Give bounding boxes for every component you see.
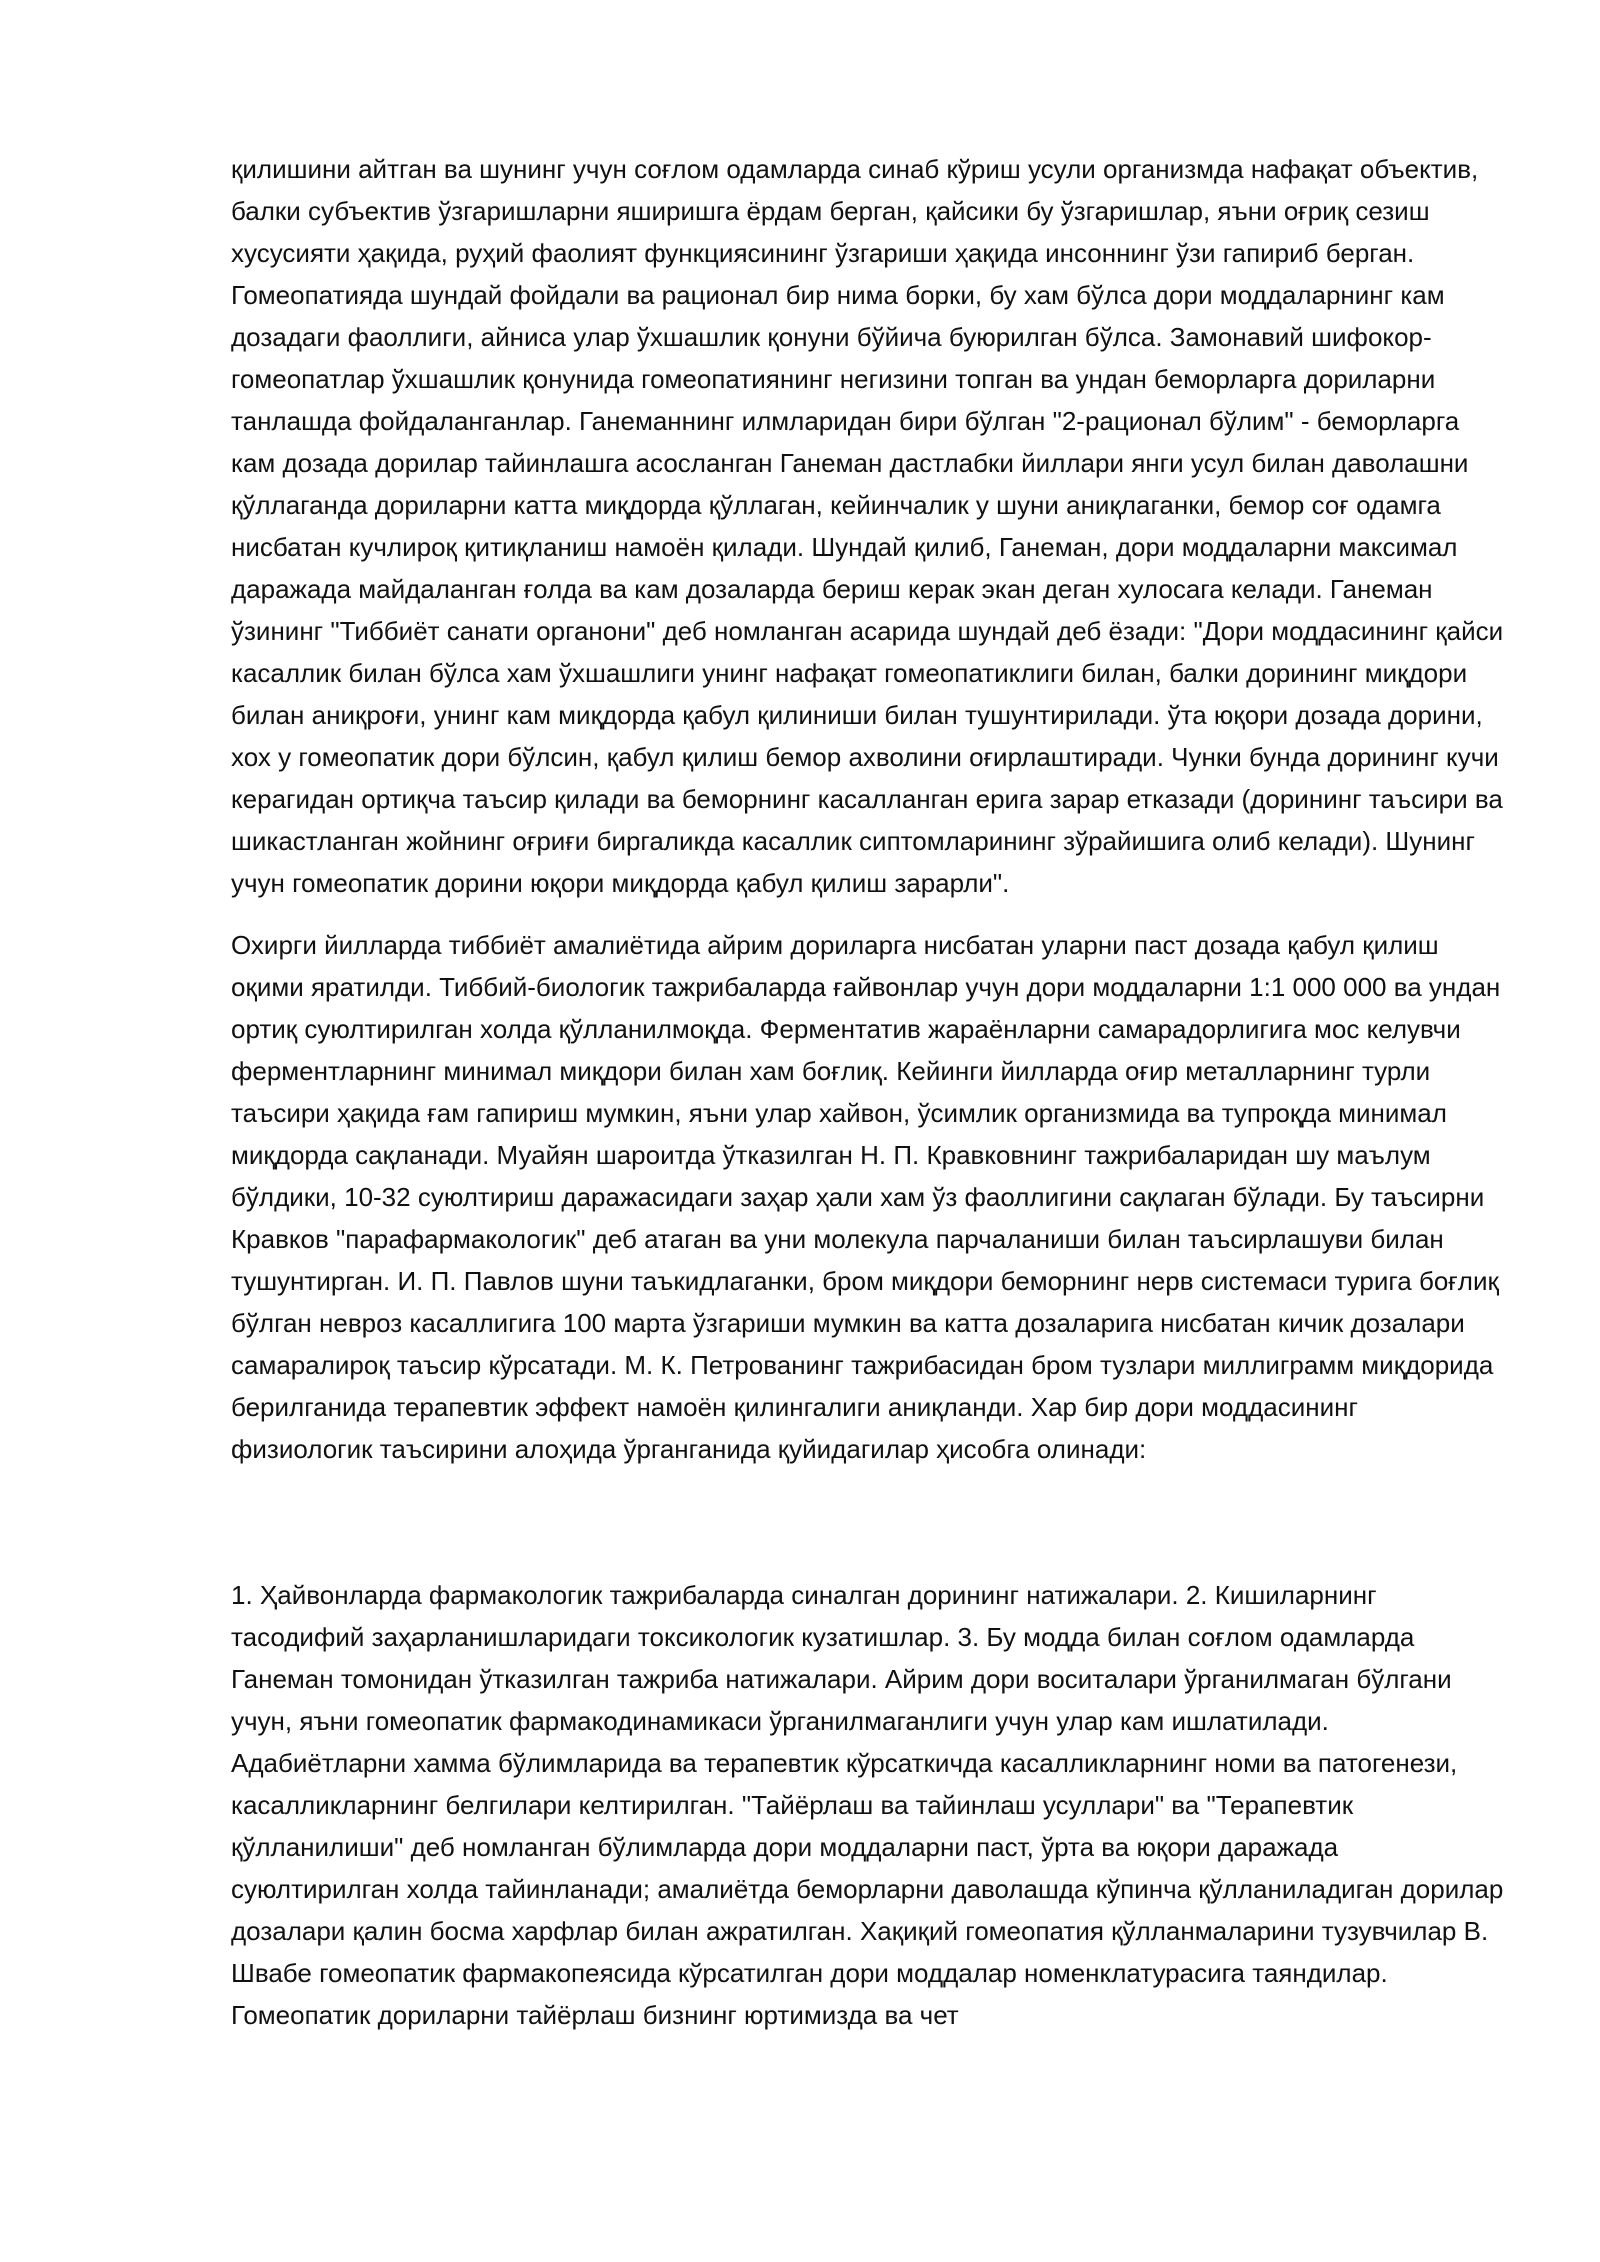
paragraph-low-dose-practice: Охирги йилларда тиббиёт амалиётида айрим дориларга нисбатан уларни паст дозада қабул қилиш оқими яратилди. Тиббий-биологик тажрибаларда ғайвонлар учун дори моддаларни 1:1 000 000 ва ундан ортиқ суюлтирилган холда қўлланилмоқда. Ферментатив жараёнларни самарадорлигига мос келувчи ферментларнинг минимал миқдори билан хам боғлиқ. Кейинги йилларда оғир металларнинг турли таъсири ҳақида ғам гапириш мумкин, яъни улар хайвон, ўсимлик организмида ва тупроқда минимал миқдорда сақланади. Муайян шароитда ўтказилган Н. П. Кравковнинг тажрибаларидан шу маълум бўлдики, 10-32 суюлтириш даражасидаги заҳар ҳали хам ўз фаоллигини сақлаган бўлади. Бу таъсирни Кравков "парафармакологик" деб атаган ва уни молекула парчаланиши билан таъсирлашуви билан тушунтирган. И. П. Павлов шуни таъкидлаганки, бром миқдори беморнинг нерв системаси турига боғлиқ бўлган невроз касаллигига 100 марта ўзгариши мумкин ва катта дозаларига нисбатан кичик дозалари самаралироқ таъсир кўрсатади. М. К. Петрованинг тажрибасидан бром тузлари миллиграмм миқдорида берилганида терапевтик эффект намоён қилингалиги аниқланди. Хар бир дори моддасининг физиологик таъсирини алоҳида ўрганганида қуйидагилар ҳисобга олинади: — [231, 930, 1501, 1464]
paragraph-homeopathy-dose: қилишини айтган ва шунинг учун соғлом одамларда синаб кўриш усули организмда нафақат объектив, балки субъектив ўзгаришларни яширишга ёрдам берган, қайсики бу ўзгаришлар, яъни оғриқ сезиш хусусияти ҳақида, руҳий фаолият функциясининг ўзгариши ҳақида инсоннинг ўзи гапириб берган. Гомеопатияда шундай фойдали ва рационал бир нима борки, бу хам бўлса дори моддаларнинг кам дозадаги фаоллиги, айниса улар ўхшашлик қонуни бўйича буюрилган бўлса. Замонавий шифокор-гомеопатлар ўхшашлик қонунида гомеопатиянинг негизини топган ва ундан беморларга дориларни танлашда фойдаланганлар. Ганеманнинг илмларидан бири бўлган "2-рационал бўлим" - беморларга кам дозада дорилар тайинлашга асосланган Ганеман дастлабки йиллари янги усул билан даволашни қўллаганда дориларни катта миқдорда қўллаган, кейинчалик у шуни аниқлаганки, бемор соғ одамга нисбатан кучлироқ қитиқланиш намоён қилади. Шундай қилиб, Ганеман, дори моддаларни максимал даражада майдаланган ғолда ва кам дозаларда бериш керак экан деган хулосага келади. Ганеман ўзининг "Тиббиёт санати органони" деб номланган асарида шундай деб ёзади: "Дори моддасининг қайси касаллик билан бўлса хам ўхшашлиги унинг нафақат гомеопатиклиги билан, балки дорининг миқдори билан аниқроғи, унинг кам миқдорда қабул қилиниши билан тушунтирилади. ўта юқори дозада дорини, хох у гомеопатик дори бўлсин, қабул қилиш бемор ахволини оғирлаштиради. Чунки бунда дорининг кучи керагидан ортиқча таъсир қилади ва беморнинг касалланган ерига зарар етказади (дорининг таъсири ва шикастланган жойнинг оғриғи биргаликда касаллик сиптомларининг зўрайишига олиб келади). Шунинг учун гомеопатик дорини юқори миқдорда қабул қилиш зарарли". — [231, 154, 1504, 898]
paragraph-numbered-list: 1. Ҳайвонларда фармакологик тажрибаларда синалган дорининг натижалари. 2. Кишиларнинг тасодифий заҳарланишларидаги токсикологик кузатишлар. 3. Бу модда билан соғлом одамларда Ганеман томонидан ўтказилган тажриба натижалари. Айрим дори воситалари ўрганилмаган бўлгани учун, яъни гомеопатик фармакодинамикаси ўрганилмаганлиги учун улар кам ишлатилади. Адабиётларни хамма бўлимларида ва терапевтик кўрсаткичда касалликларнинг номи ва патогенези, касалликларнинг белгилари келтирилган. "Тайёрлаш ва тайинлаш усуллари" ва "Терапевтик қўлланилиши" деб номланган бўлимларда дори моддаларни паст, ўрта ва юқори даражада суюлтирилган холда тайинланади; амалиётда беморларни даволашда кўпинча қўлланиладиган дорилар дозалари қалин босма харфлар билан ажратилган. Хақиқий гомеопатия қўлланмаларини тузувчилар В. Швабе гомеопатик фармакопеясида кўрсатилган дори моддалар номенклатурасига таяндилар. Гомеопатик дориларни тайёрлаш бизнинг юртимизда ва чет — [231, 1580, 1504, 2030]
document-page — [231, 148, 1506, 2036]
